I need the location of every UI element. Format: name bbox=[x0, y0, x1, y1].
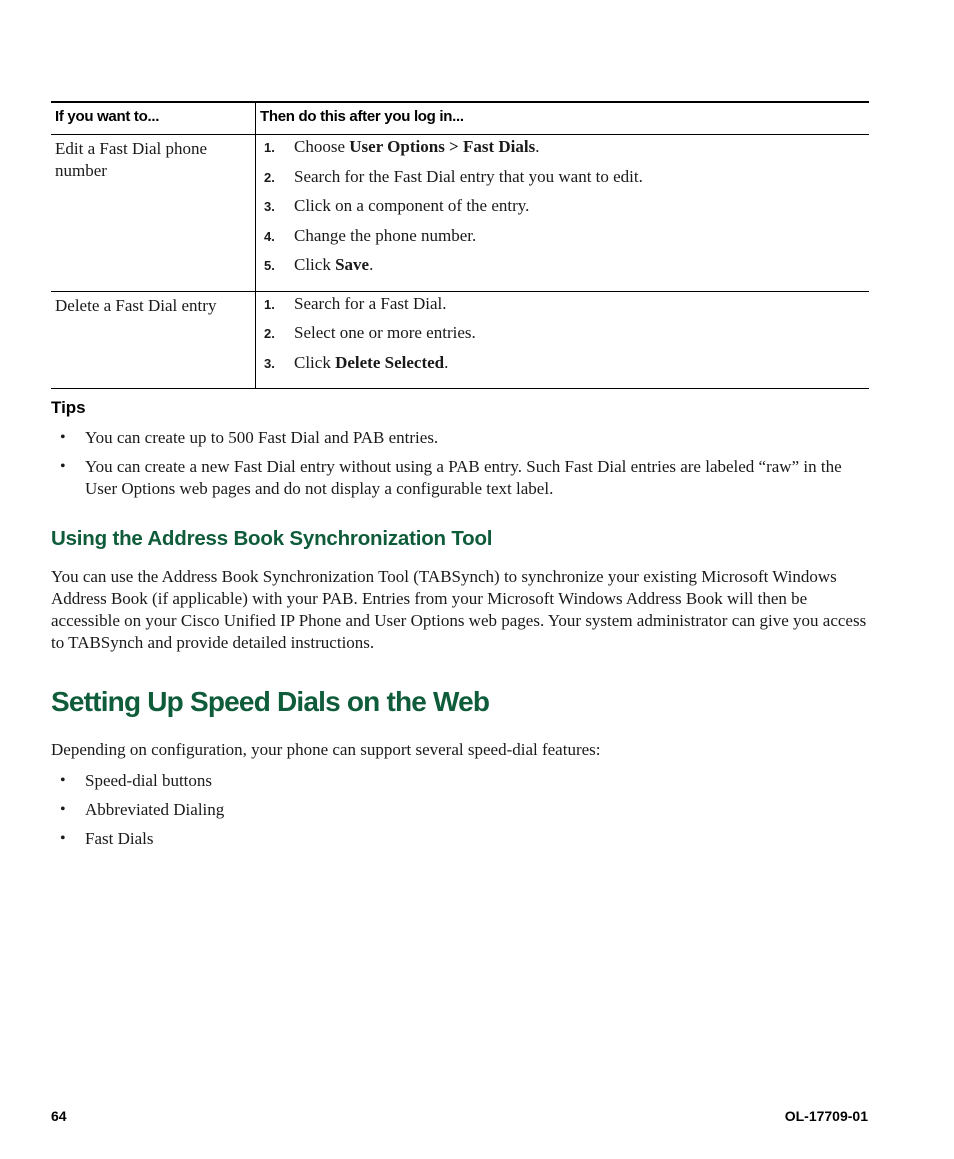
step-text-emphasis: Delete Selected bbox=[335, 352, 445, 372]
header-col-task: If you want to... bbox=[55, 108, 160, 125]
table-row bbox=[51, 135, 869, 291]
step-text-pre: Change the phone number. bbox=[294, 225, 477, 245]
step-item bbox=[256, 167, 869, 197]
step-text bbox=[294, 255, 373, 275]
step-text bbox=[294, 323, 476, 343]
table-header bbox=[51, 103, 869, 135]
step-text-pre: Search for the Fast Dial entry that you want to edit. bbox=[294, 166, 643, 186]
document-id: OL-17709-01 bbox=[784, 1108, 868, 1124]
header-col-steps: Then do this after you log in... bbox=[255, 103, 869, 134]
step-text-pre: Search for a Fast Dial. bbox=[294, 293, 447, 313]
list-item: • You can create up to 500 Fast Dial and PAB entries. bbox=[51, 427, 871, 449]
tips-heading: Tips bbox=[51, 398, 86, 417]
step-text-emphasis: Save bbox=[335, 255, 370, 274]
task-cell: Edit a Fast Dial phone number bbox=[55, 139, 208, 180]
step-number: 1. bbox=[264, 140, 275, 155]
step-text bbox=[294, 167, 643, 187]
step-text bbox=[294, 294, 446, 314]
sync-section-body: You can use the Address Book Synchronization Tool (TABSynch) to synchronize your existing Microsoft Windows Address Book (if applicable) with your PAB. Entries from your Microsoft Windows Address Book will then be accessible on your Cisco Unified IP Phone and User Options web pages. Your system administrator can give you access to TABSynch and provide detailed instructions. bbox=[51, 567, 867, 652]
step-item bbox=[256, 255, 869, 285]
step-item bbox=[256, 294, 869, 324]
steps-cell bbox=[255, 292, 869, 389]
step-text-pre: Click bbox=[294, 352, 336, 372]
table-body bbox=[51, 135, 869, 388]
task-cell: Delete a Fast Dial entry bbox=[55, 295, 217, 315]
speed-dials-heading: Setting Up Speed Dials on the Web bbox=[51, 686, 490, 717]
step-item bbox=[256, 353, 869, 383]
table-row bbox=[51, 291, 869, 389]
list-item: • Abbreviated Dialing bbox=[51, 799, 871, 821]
step-number: 3. bbox=[264, 355, 275, 371]
step-number: 2. bbox=[264, 169, 275, 185]
step-number: 4. bbox=[264, 228, 275, 244]
step-text bbox=[294, 196, 529, 216]
steps-cell bbox=[255, 135, 869, 291]
speed-dial-features-list bbox=[51, 770, 871, 857]
step-text-emphasis: User Options > Fast Dials bbox=[349, 137, 536, 156]
step-text-pre: Choose bbox=[294, 137, 350, 156]
step-number: 3. bbox=[264, 199, 275, 214]
sync-section-heading: Using the Address Book Synchronization Tool bbox=[51, 527, 493, 550]
step-number: 5. bbox=[264, 258, 275, 273]
step-item bbox=[256, 196, 869, 226]
instructions-table bbox=[51, 101, 869, 389]
list-item: • Fast Dials bbox=[51, 828, 871, 850]
step-text bbox=[294, 137, 540, 157]
step-number: 2. bbox=[264, 326, 275, 341]
page-number: 64 bbox=[51, 1108, 67, 1124]
step-text-pre: Click on a component of the entry. bbox=[294, 196, 530, 215]
step-item bbox=[256, 323, 869, 353]
step-number: 1. bbox=[264, 296, 275, 312]
list-item: • Speed-dial buttons bbox=[51, 770, 871, 792]
step-text-pre: Click bbox=[294, 255, 336, 274]
step-text-post: . bbox=[535, 137, 540, 156]
step-text-pre: Select one or more entries. bbox=[294, 323, 476, 342]
step-item bbox=[256, 137, 869, 167]
step-text-post: . bbox=[369, 255, 374, 274]
speed-dials-intro: Depending on configuration, your phone can support several speed-dial features: bbox=[51, 740, 601, 759]
step-text-post: . bbox=[444, 352, 449, 372]
tips-list bbox=[51, 427, 871, 507]
step-text bbox=[294, 226, 476, 246]
list-item: • You can create a new Fast Dial entry without using a PAB entry. Such Fast Dial entries are labeled “raw” in the User Options web pages and do not display a configurable text label. bbox=[51, 456, 871, 500]
step-item bbox=[256, 226, 869, 256]
step-text bbox=[294, 353, 448, 373]
